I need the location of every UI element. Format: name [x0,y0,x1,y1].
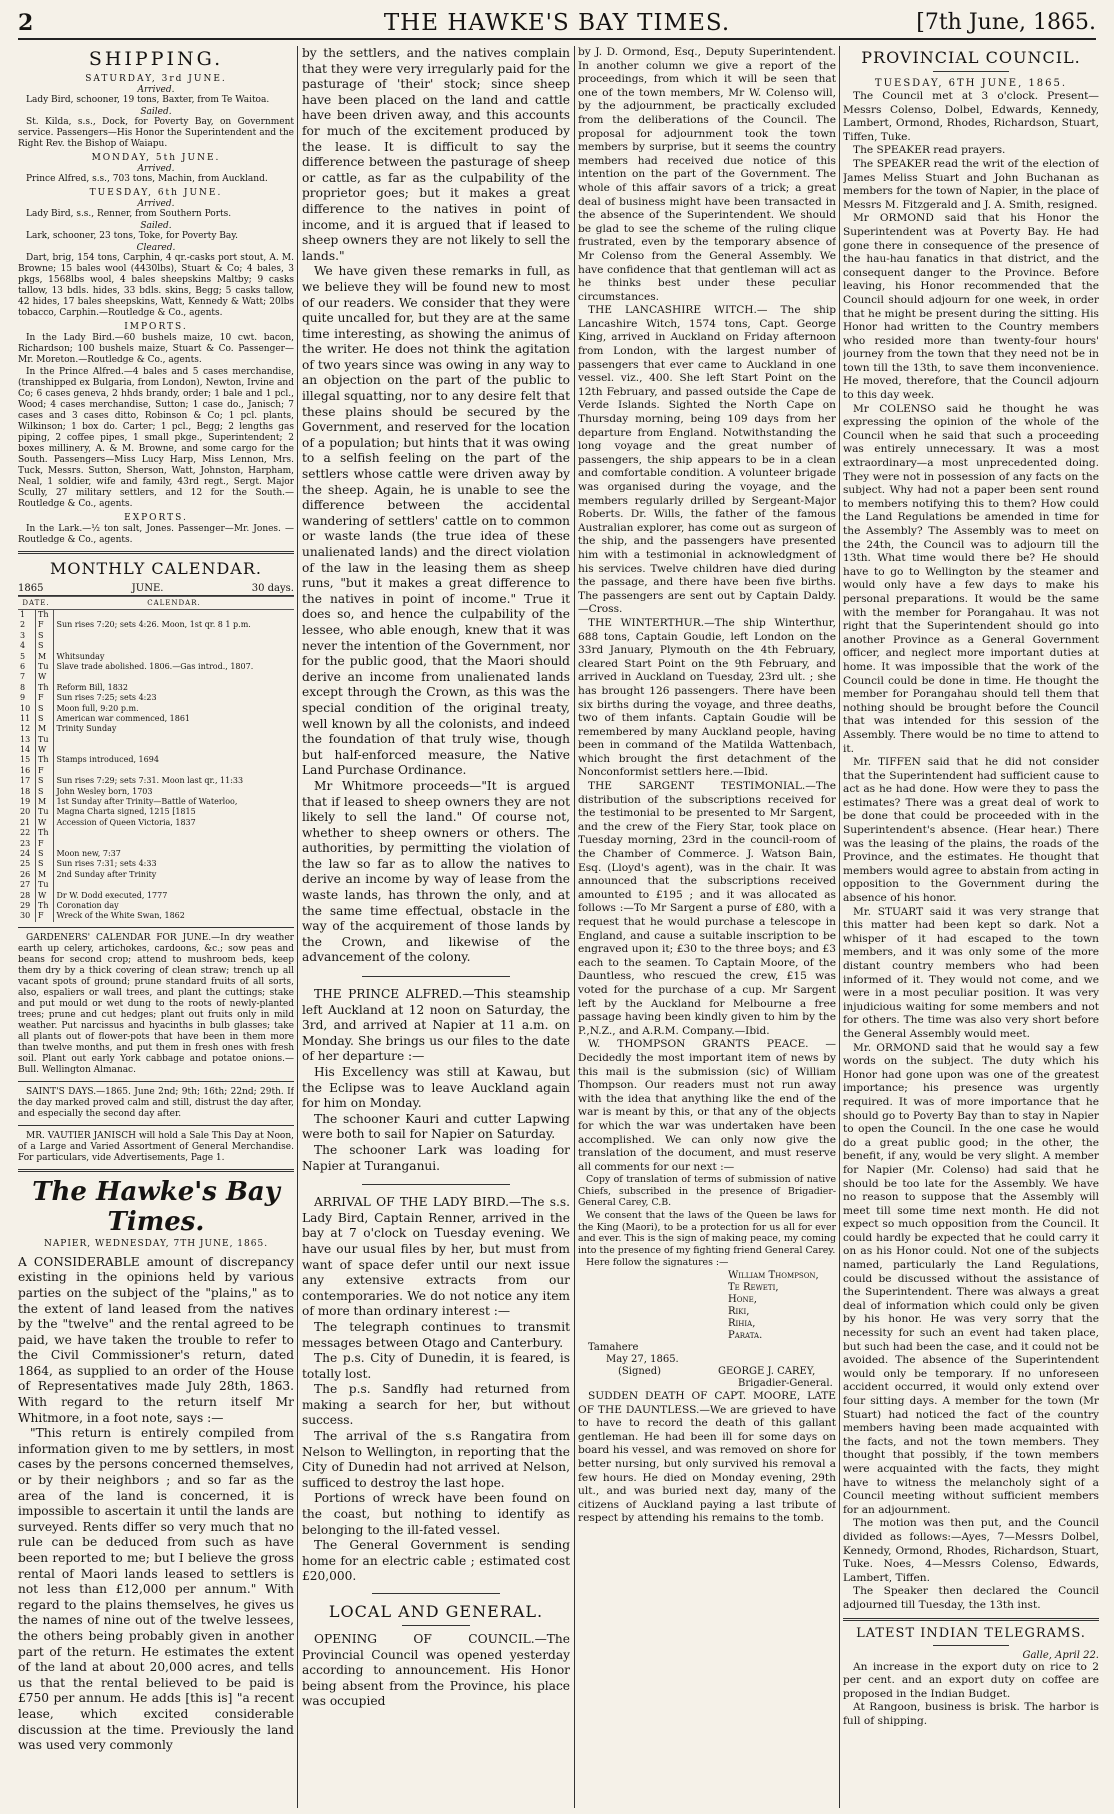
calendar-day-number: 15 [18,755,36,765]
news-paragraph: OPENING OF COUNCIL.—The Provincial Council was opened yesterday according to announcement. His Honor being absent from the Province, his place was occupied [302,1632,570,1709]
news-paragraph: The General Government is sending home for an electric cable ; estimated cost £20,000. [302,1538,570,1584]
signature: Rihia, [728,1318,756,1330]
calendar-weekday: Th [36,683,54,693]
calendar-day-number: 10 [18,704,36,714]
calendar-event: Coronation day [56,900,119,910]
calendar-day-number: 4 [18,641,36,651]
calendar-event [54,631,294,641]
column-4 [843,46,1099,1808]
news-paragraph: THE PRINCE ALFRED.—This steamship left Auckland at 12 noon on Saturday, the 3rd, and arrived at Napier at 11 a.m. on Monday. She brings us our files to the date of her departure :— [302,987,570,1064]
calendar-heading: MONTHLY CALENDAR. [50,559,262,578]
dateline: NAPIER, WEDNESDAY, 7TH JUNE, 1865. [43,1238,269,1249]
calendar-row [18,849,294,859]
calendar-row [18,901,294,911]
shipping-entry: Lady Bird, s.s., Renner, from Southern Ports. [26,209,232,219]
calendar-day-number: 1 [18,610,36,621]
calendar-weekday: S [36,631,54,641]
calendar-event: Sun rises 7:20; sets 4:26. Moon, 1st qr. 8 1 p.m. [56,620,251,630]
shipping-entry: St. Kilda, s.s., Dock, for Poverty Bay, on Government service. Passengers—His Honor the Superintendent and the Right Rev. the Bishop of Waiapu. [18,117,294,149]
council-paragraph: The Council met at 3 o'clock. Present—Messrs Colenso, Dolbel, Edwards, Kennedy, Lambert, Ormond, Rhodes, Richardson, Stuart, Tiffen, Tuke. [843,90,1099,143]
calendar-row [18,818,294,828]
council-paragraph: Mr ORMOND said that his Honor the Superintendent was at Poverty Bay. He had gone there in consequence of the presence of the hau-hau fanatics in that district, and the consequent danger to the Province. Before leaving, his Honor recommended that the Council should adjourn for one week, in order that he might be present during the sitting. His Honor had written to the Country members who resided more than twenty-four hours' journey from the town that they need not be in town till the 13th, to save them inconvenience. He moved, therefore, that the Council adjourn to this day week. [843,212,1099,402]
treaty-date: May 27, 1865. [606,1354,679,1366]
news-paragraph: Portions of wreck have been found on the coast, but nothing to identify as belonging to the ill-fated vessel. [302,1491,570,1537]
calendar-day-number: 13 [18,735,36,745]
treaty-text: Here follow the signatures :— [586,1257,729,1269]
signature: William Thompson, [728,1270,819,1282]
calendar-weekday: Th [36,901,54,911]
news-paragraph: The p.s. City of Dunedin, it is feared, is totally lost. [302,1351,570,1381]
news-paragraph: The arrival of the s.s Rangatira from Nelson to Wellington, in reporting that the City of Dunedin had not arrived at Nelson, sufficed to destroy the last hope. [302,1429,570,1490]
divider [933,1645,1009,1646]
calendar-row [18,652,294,662]
news-paragraph: W. THOMPSON GRANTS PEACE. — Decidedly the most important item of news by this mail is the submission (sic) of William Thompson. Our readers must not run away with the idea that anything like the end of the war is meant by this, or that any of the objects for which the war was undertaken have been accomplished. We can only now give the translation of the document, and must reserve all comments for our next :— [578,1038,836,1173]
column-1 [18,46,294,1808]
column-rule [839,46,840,1808]
calendar-row [18,828,294,838]
calendar-weekday: F [36,839,54,849]
calendar-event [54,745,294,755]
divider [18,1081,294,1082]
calendar-day-number: 12 [18,724,36,734]
treaty-text: We consent that the laws of the Queen be laws for the King (Maori), to be a protection for us all for ever and ever. This is the sign of making peace, my coming into the presence of my fighting friend General Carey. [578,1210,836,1256]
calendar-col-calendar: CALENDAR. [54,597,294,610]
calendar-day-number: 24 [18,849,36,859]
calendar-day-number: 23 [18,839,36,849]
shipping-entry: Lady Bird, schooner, 19 tons, Baxter, from Te Waitoa. [26,95,270,105]
calendar-day-number: 5 [18,652,36,662]
calendar-day-number: 8 [18,683,36,693]
signer-title: Brigadier-General. [738,1378,833,1390]
divider [18,1169,294,1172]
calendar-row [18,797,294,807]
calendar-day-number: 28 [18,891,36,901]
news-paragraph: The telegraph continues to transmit messages between Otago and Canterbury. [302,1319,570,1350]
calendar-row [18,610,294,621]
calendar-day-number: 25 [18,859,36,869]
calendar-event [54,735,294,745]
calendar-weekday: S [36,704,54,714]
calendar-event: Moon new, 7:37 [56,848,121,858]
calendar-day-number: 18 [18,787,36,797]
divider [18,1125,294,1126]
calendar-day-number: 7 [18,672,36,682]
calendar-weekday: Tu [36,880,54,890]
calendar-row [18,745,294,755]
shipping-day: TUESDAY, 6th JUNE. [89,188,223,198]
entry-kind: Cleared. [136,243,176,253]
shipping-entry: Dart, brig, 154 tons, Carphin, 4 qr.-casks port stout, A. M. Browne; 15 bales wool (4430lbs), Stuart & Co; 4 bales, 3 pkgs, 1568lbs wool, 4 bales sheepskins Maltby; 9 casks tallow, 13 bdls. hides, 33 bdls. skins, Begg; 5 casks tallow, 42 hides, 17 bales sheepskins, Watt, Kennedy & Watt; 20lbs tobacco, Carphin.—Routledge & Co., agents. [18,253,294,318]
calendar-day-number: 27 [18,880,36,890]
calendar-subhead [18,582,294,596]
treaty-text: Copy of translation of terms of submission of native Chiefs, subscribed in the presence of Brigadier-General Carey, C.B. [578,1174,836,1209]
signed-line [578,1366,836,1378]
calendar-event: Wreck of the White Swan, 1862 [56,911,185,921]
calendar-day-number: 26 [18,870,36,880]
saints-days: SAINT'S DAYS.—1865. June 2nd; 9th; 16th; 22nd; 29th. If the day marked proved calm and still, distrust the day after, and especially the second day after. [18,1086,294,1119]
sale-notice: MR. VAUTIER JANISCH will hold a Sale This Day at Noon, of a Large and Varied Assortment of General Merchandise. For particulars, vide Advertisements, Page 1. [18,1130,294,1163]
entry-kind: Arrived. [137,199,175,209]
calendar-row [18,870,294,880]
calendar-weekday: F [36,766,54,776]
signature: Parata. [728,1330,763,1342]
treaty-place: Tamahere [588,1342,639,1354]
calendar-weekday: S [36,849,54,859]
calendar-event: Moon full, 9:20 p.m. [56,703,139,713]
calendar-day-number: 30 [18,911,36,921]
calendar-day-number: 16 [18,766,36,776]
calendar-event: Sun rises 7:31; sets 4:33 [56,859,157,869]
calendar-day-number: 9 [18,693,36,703]
council-paragraph: Mr. STUART said it was very strange that this matter had been kept so dark. Not a whisper of it had escaped to the town members, and it was only some of the more distant country members who had been informed of it. They would not come, and we were in a most peculiar position. It was very injudicious waiting for some members and not for others. The time was also very short before the General Assembly would meet. [843,905,1099,1040]
calendar-row [18,735,294,745]
column-3 [578,46,836,1808]
calendar-row [18,880,294,890]
column-2 [302,46,570,1808]
masthead [18,8,1096,40]
calendar-row [18,807,294,817]
calendar-event: Dr W. Dodd executed, 1777 [56,890,168,900]
calendar-row [18,766,294,776]
calendar-weekday: Tu [36,807,54,817]
article-paragraph: by the settlers, and the natives complain that they were very irregularly paid for the pasturage of 'their' stock; since sheep have been placed on the land and cattle have been driven away, and this accounts for much of the excitement produced by the lease. It is difficult to say the difference between the pasturage of sheep or cattle, as far as the culpability of the proprietor goes; but it makes a great difference to the natives in point of income, and it is argued that if leased to sheep owners they are not likely to sell the lands." [302,46,570,263]
article-paragraph: We have given these remarks in full, as we believe they will be found new to most of our readers. We consider that they were quite uncalled for, but they are at the same time interesting, as showing the animus of the writer. He does not think the agitation of two years since was owing in any way to an objection on the part of the public to illegal squatting, nor to any desire felt that these plains should be secured by the Government, and reserved for the location of a population; but hints that it was owing to a selfish feeling on the part of the settlers whose cattle were driven away by the sheep. Again, he is unable to see the difference between the accidental wandering of settlers' cattle on to common or waste lands (the true idea of these unalienated lands) and the direct violation of the law in the leasing them as sheep runs, "but it makes a great difference to the natives in point of income." True it does so, and hence the culpability of the lessee, who able enough, knew that it was never the intention of the Government, nor for the public good, that the Maori should derive an income from unalienated lands except through the Crown, as this was the special condition of the original treaty, well known by all the colonists, and indeed the foundation of that truly wise, though but half-enforced measure, the Native Land Purchase Ordinance. [302,264,570,778]
calendar-weekday: S [36,776,54,786]
calendar-event: American war commenced, 1861 [56,713,191,723]
calendar-row [18,672,294,682]
calendar-row [18,714,294,724]
calendar-row [18,693,294,703]
council-date: TUESDAY, 6TH JUNE, 1865. [874,78,1068,89]
calendar-event: Sun rises 7:29; sets 7:31. Moon last qr., 11:33 [56,776,244,786]
calendar-table [18,596,294,922]
calendar-weekday: Tu [36,662,54,672]
entry-kind: Arrived. [137,164,175,174]
entry-kind: Sailed. [140,221,172,231]
calendar-row [18,724,294,734]
calendar-day-number: 20 [18,807,36,817]
calendar-event: Stamps introduced, 1694 [56,755,159,765]
calendar-weekday: M [36,870,54,880]
calendar-row [18,620,294,630]
calendar-event [54,839,294,849]
calendar-month: JUNE. [131,583,164,594]
council-paragraph: The SPEAKER read prayers. [853,144,1006,157]
column-rule [574,46,575,1808]
calendar-event: Sun rises 7:25; sets 4:23 [56,693,157,703]
council-paragraph: Mr COLENSO said he thought he was expressing the opinion of the whole of the Council when he said that such a proceeding was entirely unnecessary. It was a most extraordinary—a most unprecedented doing. They were not in possession of any facts on the subject. Why had not a paper been sent round to members notifying this to them? How could the Land Regulations be amended in time for the Assembly? The Assembly was to meet on the 24th, the Council was to adjourn till the 13th. What time would there be? He should have to go to Wellington by the steamer and would only have a few days to make his personal preparations. It would be the same with the member for Porangahau. It was not right that the Superintendent should go into another Province as a General Government officer, and neglect more important duties at home. It was impossible that the work of the Council could be done in time. He thought the member for Porangahau should tell them that nothing should be brought before the Council that was intended for this session of the Assembly. There would be no time to attend to it. [843,402,1099,755]
entry-kind: Arrived. [137,85,175,95]
divider [362,976,510,977]
exports-heading: EXPORTS. [124,513,188,523]
calendar-weekday: M [36,724,54,734]
calendar-weekday: S [36,641,54,651]
page-number: 2 [18,10,34,36]
calendar-event [54,610,294,621]
calendar-event: 1st Sunday after Trinity—Battle of Waterloo, [56,797,238,807]
imports-entry: In the Lady Bird.—60 bushels maize, 10 cwt. bacon, Richardson; 100 bushels maize, Stuart & Co. Passenger—Mr. Moreton.—Routledge & Co., agents. [18,333,294,365]
calendar-day-number: 6 [18,662,36,672]
calendar-row [18,755,294,765]
calendar-row [18,839,294,849]
calendar-weekday: W [36,891,54,901]
calendar-row [18,776,294,786]
calendar-row [18,662,294,672]
calendar-weekday: M [36,797,54,807]
exports-entry: In the Lark.—½ ton salt, Jones. Passenger—Mr. Jones. —Routledge & Co., agents. [18,524,294,545]
news-paragraph: The p.s. Sandfly had returned from making a search for her, but without success. [302,1382,570,1428]
council-paragraph: The motion was then put, and the Council divided as follows:—Ayes, 7—Messrs Dolbel, Kennedy, Ormond, Rhodes, Richardson, Stuart, Tuke. Noes, 4—Messrs Colenso, Edwards, Lambert, Tiffen. [843,1517,1099,1584]
calendar-weekday: Tu [36,735,54,745]
council-heading: PROVINCIAL COUNCIL. [861,48,1081,67]
calendar-day-number: 19 [18,797,36,807]
calendar-event: 2nd Sunday after Trinity [56,869,157,879]
calendar-row [18,704,294,714]
news-paragraph: SUDDEN DEATH OF CAPT. MOORE, LATE OF THE DAUNTLESS.—We are grieved to have to have to record the death of this gallant gentleman. He had been ill for some days on board his vessel, and was removed on shore for better nursing, but only survived his removal a few hours. He died on Monday evening, 29th ult., and was buried next day, many of the citizens of Auckland paying a last tribute of respect by attending his remains to the tomb. [578,1390,836,1525]
shipping-day: MONDAY, 5th JUNE. [91,153,221,163]
calendar-day-number: 14 [18,745,36,755]
calendar-day-number: 3 [18,631,36,641]
shipping-heading: SHIPPING. [88,48,224,70]
local-general-heading: LOCAL AND GENERAL. [328,1602,544,1621]
entry-kind: Sailed. [140,107,172,117]
calendar-year: 1865 [18,583,44,594]
council-paragraph: Mr. ORMOND said that he would say a few words on the subject. The duty which his Honor had gone upon was one of the greatest importance; his presence was urgently required. It was of more importance that he should go to Poverty Bay than to stay in Napier to open the Council. In the one case he would do a great public good; in the other, the benefit, if any, would be very slight. A member for Napier (Mr. Colenso) had said that he should be too late for the Assembly. We have no reason to suppose that the Assembly will meet till some time next month. He did not expect so much opposition from the Council. It could hardly be expected that he could carry it on as his Honor could. Not one of the subjects named, particularly the Land Regulations, could be discussed without the assistance of the Superintendent. There was always a great deal of information which could only be given by his honor. He was very sorry that the necessity for such an event had taken place, but such had been the case, and it could not be avoided. The absence of the Superintendent would only be temporary. If no unforeseen accident occurred, it would only extend over four sitting days. A member for the town (Mr Stuart) had noticed the fact of the country members having been made acquainted with the facts, and not the town members. They thought that possibly, if the town members were acquainted with the facts, they might have to witness the melancholy sight of a Council meeting without sufficient members for an adjournment. [843,1041,1099,1516]
calendar-row [18,787,294,797]
calendar-event [54,766,294,776]
calendar-weekday: W [36,818,54,828]
signature: Hone, [728,1294,757,1306]
calendar-col-date: DATE. [18,597,54,610]
editorial-paragraph: A CONSIDERABLE amount of discrepancy existing in the opinions held by various parties on the subject of the "plains," as to the extent of land leased from the natives by the "twelve" and the rental agreed to be paid, we have taken the trouble to refer to the Civil Commissioner's return, dated 1864, as supplied to an order of the House of Representatives made July 28th, 1863. With regard to the return itself Mr Whitmore, in a foot note, says :— [18,1254,294,1425]
calendar-weekday: F [36,911,54,921]
calendar-row [18,911,294,921]
divider [18,551,294,554]
calendar-weekday: W [36,672,54,682]
news-paragraph: THE LANCASHIRE WITCH.— The ship Lancashire Witch, 1574 tons, Capt. George King, arrived in Auckland on Friday afternoon from London, with the largest number of passengers that ever came to Auckland in one vessel. viz., 400. She left Start Point on the 12th February, and passed outside the Cape de Verde Islands. Sighted the North Cape on Thursday morning, being 109 days from her departure from England. Notwithstanding the long voyage and the great number of passengers, the ship appears to be in a clean and comfortable condition. A volunteer brigade was organised during the voyage, and the members regularly drilled by Sergeant-Major Roberts. Dr. Wills, the father of the famous Australian explorer, has come out as surgeon of the ship, and the passengers have presented him with a testimonial in acknowledgment of his services. Twelve children have died during the passage, and there have been five births. The passengers are sent out by Captain Daldy.—Cross. [578,304,836,616]
news-paragraph: The schooner Kauri and cutter Lapwing were both to sail for Napier on Saturday. [302,1111,570,1142]
calendar-day-number: 2 [18,620,36,630]
calendar-event: John Wesley born, 1703 [56,786,153,796]
news-paragraph: ARRIVAL OF THE LADY BIRD.—The s.s. Lady Bird, Captain Renner, arrived in the bay at 7 o'clock on Tuesday evening. We have our usual files by her, but must from want of space defer until our next issue any extensive extracts from our contemporaries. We do not notice any item of more than ordinary interest :— [302,1195,570,1319]
calendar-event: Reform Bill, 1832 [56,682,128,692]
calendar-event [54,672,294,682]
news-paragraph: by J. D. Ormond, Esq., Deputy Superintendent. In another column we give a report of the proceedings, from which it will be seen that one of the town members, Mr W. Colenso will, by the adjournment, be practically excluded from the deliberations of the Council. The proposal for adjournment took the town members by surprise, but it seems the country members had received due notice of this intention on the part of the Government. The whole of this affair savors of a trick; a great deal of business might have been transacted in the absence of the Superintendent. We should be glad to see the scheme of the ruling clique frustrated, even by the temporary absence of Mr Colenso from the General Assembly. We have confidence that that gentleman will act as he thinks best under these peculiar circumstances. [578,46,836,303]
divider [402,1625,470,1626]
calendar-weekday: F [36,693,54,703]
column-rule [297,46,298,1808]
shipping-day: SATURDAY, 3rd JUNE. [85,74,227,84]
divider [362,1184,510,1185]
telegram-paragraph: An increase in the export duty on rice to 2 per cent. and an export duty on coffee are proposed in the Indian Budget. [843,1660,1099,1700]
gardeners-calendar: GARDENERS' CALENDAR FOR JUNE.—In dry weather earth up celery, artichokes, cardoons, &c.; sow peas and beans for second crop; attend to mushroom beds, keep them dry by a thick covering of clean straw; trench up all vacant spots of ground; prune standard fruits of all sorts, also, espaliers or wall trees, and plant the cuttings; stake and put mould or wet dung to the roots of newly-planted trees; prune and cut hedges; plant out fruits only in mild weather. Put narcissus and hyacinths in bulb glasses; take all plants out of flower-pots that have been in them more than twelve months, and put them in fresh ones with fresh soil. Plant out early York cabbage and potatoe onions.—Bull. Wellington Almanac. [18,932,294,1075]
imports-entry: In the Prince Alfred.—4 bales and 5 cases merchandise, (transhipped ex Bulgaria, from London), Newton, Irvine and Co; 6 cases geneva, 2 hhds brandy, order; 1 bale and 1 pcl., Wood; 4 cases merchandise, Sutton; 1 case do., Janisch; 7 cases and 3 cases ditto, Robinson & Co; 1 pcl. plants, Wilkinson; 1 box do. Carter; 1 pcl., Begg; 2 lengths gas piping, 2 coffee pipes, 1 small pkge., Superintendent; 2 boxes millinery, A. & M. Browne, and some cargo for the South. Passengers—Miss Lucy Harp, Miss Lennon, Mrs. Tuck, Messrs. Sutton, Sherson, Watt, Johnston, Harpham, Neal, 1 soldier, wife and family, 43rd regt., Sergt. Major Scully, 27 military settlers, and 12 for the South.—Routledge & Co., agents. [18,367,294,509]
news-paragraph: THE SARGENT TESTIMONIAL.—The distribution of the subscriptions received for the testimonial to be presented to Mr Sargent, and the crew of the Fiery Star, took place on Tuesday morning, 23rd in the council-room of the Chamber of Commerce. J. Watson Bain, Esq. (Lloyd's agent), was in the chair. It was announced that the subscriptions received amounted to £195 ; and it was allocated as follows :—To Mr Sargent a purse of £80, with a request that he would purchase a telescope in England, and cause a suitable inscription to be engraved upon it; £30 to the three boys; and £3 each to the seamen. To Captain Moore, of the Dauntless, who rescued the crew, £15 was voted for the purchase of a cup. Mr Sargent left by the Auckland for Melbourne a free passage having been kindly given to him by the P.,N.Z., and A.R.M. Company.—Ibid. [578,780,836,1037]
calendar-row [18,631,294,641]
calendar-weekday: M [36,652,54,662]
divider [933,71,1009,72]
calendar-weekday: S [36,714,54,724]
council-paragraph: Mr. TIFFEN said that he did not consider that the Superintendent had sufficient cause to act as he had done. How were they to pass the estimates? There was a great deal of work to be done that could be proceeded with in the Superintendent's absence. (Hear hear.) There was the leasing of the plains, the roads of the Province, and the estimates. He thought that members would agree to abstain from acting in opposition to the Government during the absence of his honor. [843,756,1099,905]
calendar-row [18,859,294,869]
calendar-weekday: W [36,745,54,755]
calendar-event [54,880,294,890]
signature: Te Reweti, [728,1282,779,1294]
signature: Riki, [728,1306,750,1318]
calendar-event: Slave trade abolished. 1806.—Gas introd., 1807. [56,661,254,671]
shipping-entry: Lark, schooner, 23 tons, Toke, for Poverty Bay. [26,231,239,241]
calendar-row [18,641,294,651]
calendar-weekday: Th [36,610,54,621]
calendar-days: 30 days. [251,583,294,594]
calendar-day-number: 29 [18,901,36,911]
council-report [843,90,1099,1613]
calendar-day-number: 21 [18,818,36,828]
calendar-event [54,641,294,651]
calendar-weekday: S [36,859,54,869]
calendar-weekday: Th [36,828,54,838]
telegrams-heading: LATEST INDIAN TELEGRAMS. [856,1625,1086,1641]
imports-heading: IMPORTS. [124,322,188,332]
telegram-dateline: Galle, April 22. [1022,1649,1099,1661]
issue-date: [7th June, 1865. [916,10,1096,35]
council-paragraph: The Speaker then declared the Council adjourned till Tuesday, the 13th inst. [843,1585,1099,1611]
divider [843,1618,1099,1621]
calendar-weekday: Th [36,755,54,765]
calendar-event: Trinity Sunday [56,724,117,734]
calendar-event: Whitsunday [56,651,105,661]
divider [372,1593,500,1594]
divider [18,927,294,928]
council-paragraph: The SPEAKER read the writ of the election of James Meliss Stuart and John Buchanan as members for the town of Napier, in the place of Messrs M. Fitzgerald and J. A. Smith, resigned. [843,157,1099,211]
shipping-entry: Prince Alfred, s.s., 703 tons, Machin, from Auckland. [26,174,268,184]
calendar-weekday: F [36,620,54,630]
calendar-day-number: 17 [18,776,36,786]
calendar-day-number: 11 [18,714,36,724]
calendar-row [18,891,294,901]
article-paragraph: Mr Whitmore proceeds—"It is argued that if leased to sheep owners they are not likely to sell the land." Of course not, whether to sheep owners or others. The authorities, by permitting the violation of the law so far as to allow the natives to derive an income by way of lease from the waste lands, has thrown the only, and at the same time effectual, obstacle in the way of the acquirement of those lands by the Crown, and likewise of the advancement of the colony. [302,778,570,965]
news-paragraph: THE WINTERTHUR.—The ship Winterthur, 688 tons, Captain Goudie, left London on the 33rd January, Plymouth on the 4th February, cleared Start Point on the 9th February, and arrived in Auckland on Tuesday, 23rd ult. ; she has brought 126 passengers. There have been six births during the voyage, and three deaths, two of them infants. Captain Goudie will be remembered by many Auckland people, having been in command of the Matilda Wattenbach, which brought the first detachment of the Nonconformist settlers here.—Ibid. [578,616,836,779]
paper-title: THE HAWKE'S BAY TIMES. [383,10,731,36]
calendar-event: Accession of Queen Victoria, 1837 [56,817,196,827]
calendar-day-number: 22 [18,828,36,838]
editorial-paragraph: "This return is entirely compiled from information given to me by settlers, in most cases by the persons concerned themselves, or by their neighbors ; and so far as the area of the land is concerned, it is impossible to ascertain it until the lands are surveyed. Rents differ so very much that no rule can be deduced from such as have been reported to me; but I believe the gross rental of Maori lands leased to settlers is not less than £12,000 per annum." With regard to the plains themselves, he gives us the names of nine out of the twelve lessees, the others being probably given in another part of the return. He estimates the extent of the land at about 20,000 acres, and tells us that the rental believed to be paid is £750 per annum. He adds [this is] "a recent lease, which excited considerable discussion at the time. Previously the land was used very commonly [18,1426,294,1753]
signed-label: (Signed) [618,1366,662,1378]
telegram-paragraph: At Rangoon, business is brisk. The harbor is full of shipping. [843,1701,1099,1727]
nameplate: The Hawke's Bay Times. [32,1176,280,1237]
calendar-event: Magna Charta signed, 1215 [1815 [56,807,196,817]
calendar-event [54,828,294,838]
news-paragraph: His Excellency was still at Kawau, but the Eclipse was to leave Auckland again for him on Monday. [302,1065,570,1111]
calendar-weekday: S [36,787,54,797]
news-paragraph: The schooner Lark was loading for Napier at Turanganui. [302,1142,570,1173]
signer-name: GEORGE J. CAREY, [718,1366,816,1378]
calendar-row [18,683,294,693]
